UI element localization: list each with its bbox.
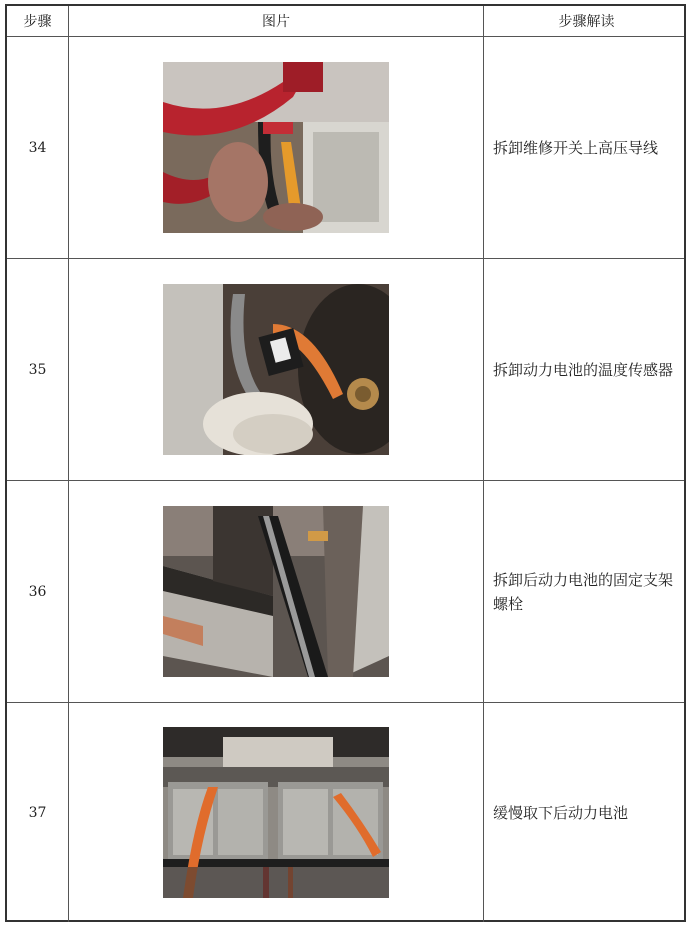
step-number: 37 [28,804,47,821]
step-description-cell [484,259,686,480]
step-description: 拆卸后动力电池的固定支架螺栓 [493,570,674,613]
step-photo-bracket-bolts [163,506,389,677]
step-description-cell [484,37,686,258]
header-step: 步骤 [7,6,69,36]
step-number-cell [7,703,69,922]
step-image-cell [69,37,484,258]
step-photo-battery-removal [163,727,389,898]
step-image-cell [69,259,484,480]
header-explanation: 步骤解读 [558,14,615,30]
step-photo-hv-cable [163,62,389,233]
step-description: 拆卸维修开关上高压导线 [493,138,659,157]
step-image-cell [69,703,484,922]
step-image-cell [69,481,484,702]
table-row [7,259,684,481]
step-description: 缓慢取下后动力电池 [493,803,629,822]
step-number-cell [7,481,69,702]
step-number: 36 [28,583,47,600]
table-row [7,481,684,703]
table-row [7,37,684,259]
step-number-cell [7,37,69,258]
procedure-table [5,4,686,922]
step-number: 35 [28,361,47,378]
step-description-cell [484,481,686,702]
step-number: 34 [28,139,47,156]
step-photo-temp-sensor [163,284,389,455]
step-number-cell [7,259,69,480]
table-header-row [7,6,684,37]
header-image: 图片 [69,6,484,36]
step-description: 拆卸动力电池的温度传感器 [493,360,674,379]
step-description-cell [484,703,686,922]
table-row [7,703,684,922]
